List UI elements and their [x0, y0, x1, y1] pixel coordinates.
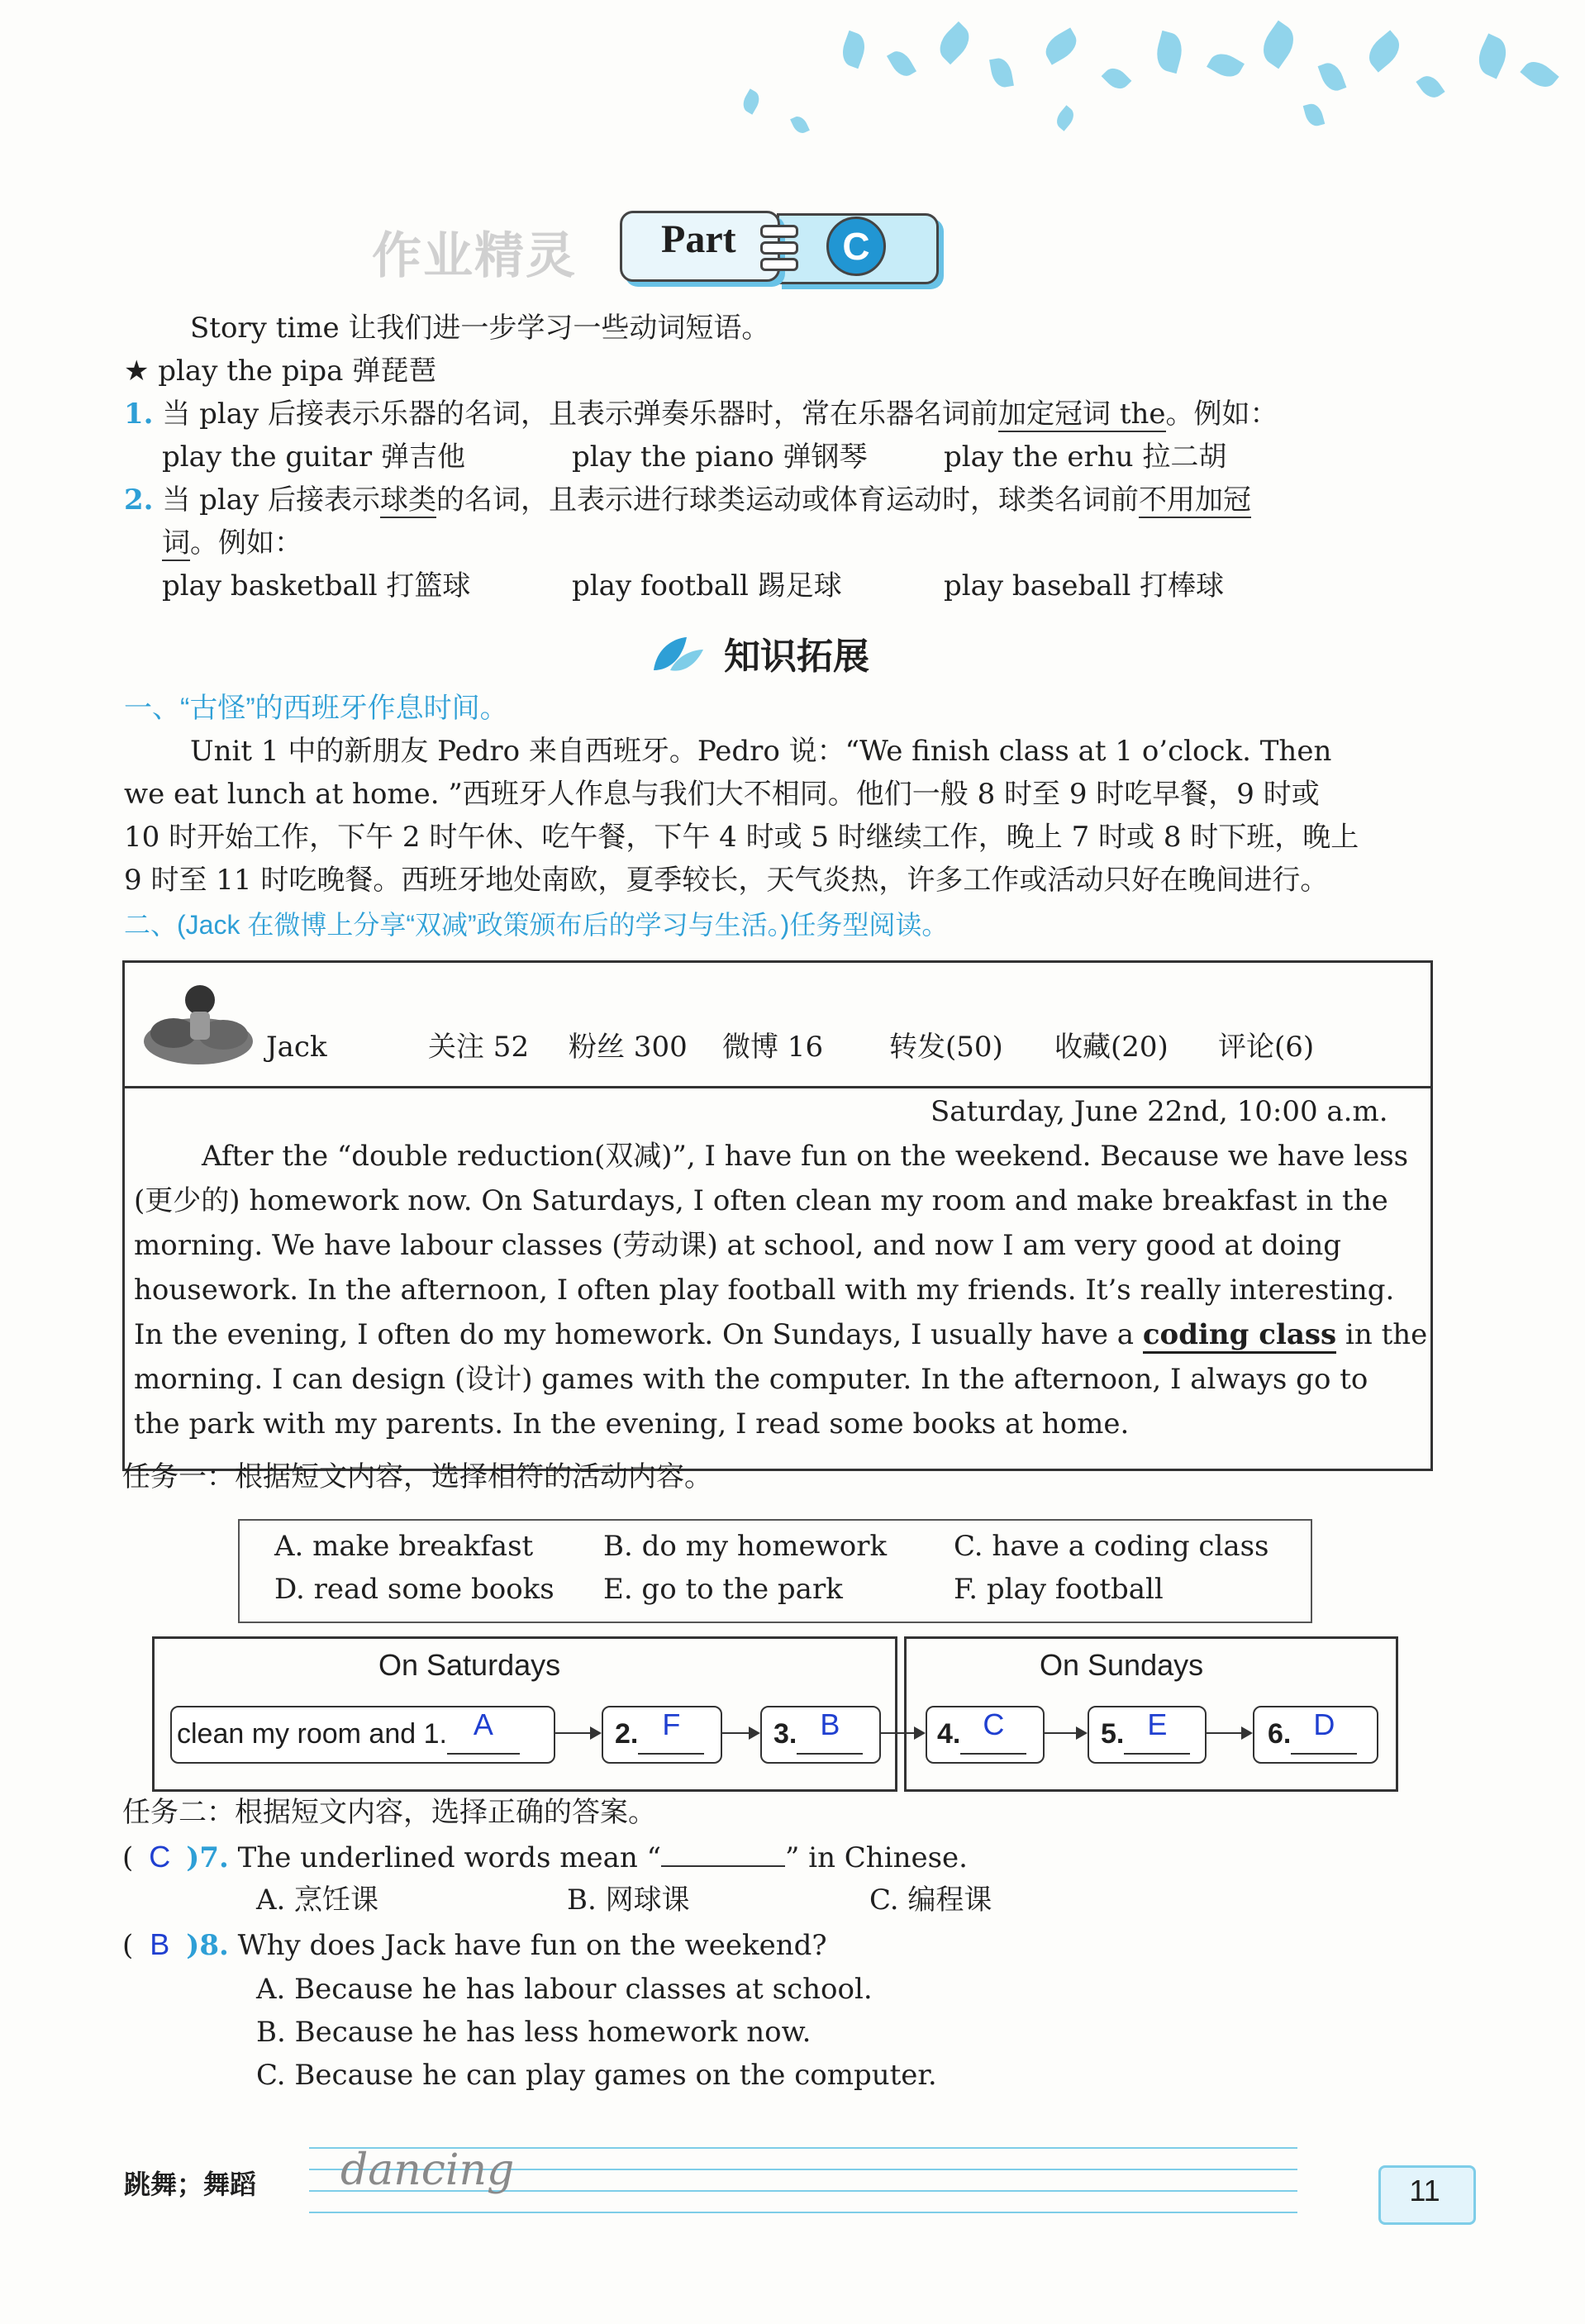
answer-2: F [662, 1707, 681, 1741]
option: F. play football [954, 1573, 1164, 1606]
post-line: the park with my parents. In the evening, I read some books at home. [134, 1407, 1130, 1441]
avatar [140, 975, 256, 1070]
arrow-icon [721, 1732, 759, 1734]
intro-line: Story time 让我们进一步学习一些动词短语。 [190, 312, 770, 345]
arrow-icon [1043, 1732, 1086, 1734]
watermark: 作业精灵 [372, 227, 577, 285]
divider [122, 1086, 1433, 1088]
leaf-icon [650, 633, 707, 678]
weibo-stat: 微博 16 [722, 1031, 824, 1064]
heading-1: 一、“古怪”的西班牙作息时间。 [124, 693, 508, 724]
footer-word-en: dancing [340, 2145, 515, 2195]
banner-coil [760, 241, 798, 255]
rule-2: 2. 当 play 后接表示球类的名词，且表示进行球类运动或体育运动时，球类名词前不用加冠 [124, 483, 1252, 517]
question-8: ( B )8. Why does Jack have fun on the weekend? [122, 1927, 827, 1962]
post-line: housework. In the afternoon, I often play football with my friends. It’s really interesting. [134, 1274, 1395, 1307]
q7-option: C. 编程课 [869, 1883, 992, 1917]
q8-option: A. Because he has labour classes at school. [256, 1973, 873, 2006]
flow-step-6-label: 6. D [1268, 1714, 1357, 1755]
option: E. go to the park [603, 1573, 843, 1606]
banner-coil [760, 225, 798, 238]
banner-coil [760, 258, 798, 271]
footer-word-cn: 跳舞；舞蹈 [124, 2169, 257, 2200]
answer-3: B [820, 1707, 840, 1741]
answer-5: E [1147, 1707, 1168, 1741]
post-line: morning. We have labour classes (劳动课) at school, and now I am very good at doing [134, 1229, 1342, 1262]
arrow-icon [1205, 1732, 1251, 1734]
weibo-stat: 收藏(20) [1054, 1031, 1169, 1064]
para-line: 10 时开始工作，下午 2 时午休、吃午餐，下午 4 时或 5 时继续工作，晚上 7 时或 8 时下班，晚上 [124, 821, 1359, 854]
question-7: ( C )7. The underlined words mean “ ” in Chinese. [122, 1840, 968, 1874]
weibo-stat: 粉丝 300 [569, 1031, 688, 1064]
rule-2-cont: 词。例如： [162, 526, 302, 560]
rule-1: 1. 当 play 后接表示乐器的名词，且表示弹奏乐器时，常在乐器名词前加定冠词 the。例如： [124, 398, 1278, 431]
answer-4: C [983, 1707, 1005, 1741]
flow-step-2-label: 2. F [615, 1714, 704, 1755]
para-line: we eat lunch at home. ”西班牙人作息与我们大不相同。他们一般 8 时至 9 时吃早餐，9 时或 [124, 778, 1320, 811]
answer-6: D [1313, 1707, 1335, 1741]
task2-title: 任务二：根据短文内容，选择正确的答案。 [122, 1796, 656, 1829]
option: D. read some books [274, 1573, 555, 1606]
part-letter-badge: C [826, 217, 886, 276]
q8-option: C. Because he can play games on the computer. [256, 2059, 937, 2092]
answer-7: C [149, 1840, 171, 1874]
answer-8: B [150, 1927, 170, 1961]
star-line: ★ play the pipa 弹琵琶 [124, 355, 437, 388]
weibo-stat: 关注 52 [428, 1031, 530, 1064]
post-line: In the evening, I often do my homework. On Sundays, I usually have a coding class in the [134, 1316, 1427, 1354]
option: C. have a coding class [954, 1530, 1269, 1563]
weibo-username: Jack [266, 1031, 327, 1064]
post-line: morning. I can design (设计) games with the computer. In the afternoon, I always go to [134, 1363, 1368, 1396]
q7-option: B. 网球课 [567, 1883, 690, 1917]
option: A. make breakfast [274, 1530, 534, 1563]
para-line: Unit 1 中的新朋友 Pedro 来自西班牙。Pedro 说：“We finish class at 1 o’clock. Then [190, 735, 1332, 768]
arrow-icon [879, 1732, 924, 1734]
weibo-stat: 评论(6) [1218, 1031, 1315, 1064]
flow-step-5-label: 5. E [1101, 1714, 1190, 1755]
section-title: 知识拓展 [724, 636, 869, 678]
q8-option: B. Because he has less homework now. [256, 2016, 812, 2049]
para-line: 9 时至 11 时吃晚餐。西班牙地处南欧，夏季较长，天气炎热，许多工作或活动只好在晚间进行。 [124, 864, 1329, 897]
part-label: Part [661, 217, 736, 261]
q7-option: A. 烹饪课 [256, 1883, 379, 1917]
option: B. do my homework [603, 1530, 888, 1563]
heading-2: 二、(Jack 在微博上分享“双减”政策颁布后的学习与生活。)任务型阅读。 [124, 910, 949, 940]
weibo-stat: 转发(50) [889, 1031, 1003, 1064]
flow-step-4-label: 4. C [937, 1714, 1026, 1755]
flow-step-3-label: 3. B [773, 1714, 863, 1755]
sundays-title: On Sundays [1040, 1648, 1204, 1682]
arrow-icon [554, 1732, 600, 1734]
post-line: (更少的) homework now. On Saturdays, I often clean my room and make breakfast in the [134, 1184, 1388, 1217]
post-line: After the “double reduction(双减)”, I have fun on the weekend. Because we have less [202, 1140, 1409, 1173]
task1-title: 任务一：根据短文内容，选择相符的活动内容。 [122, 1460, 712, 1493]
star-icon: ★ [124, 355, 150, 388]
post-date: Saturday, June 22nd, 10:00 a.m. [931, 1095, 1388, 1128]
underlined-words: coding class [1143, 1318, 1336, 1354]
flow-step-1-label: clean my room and 1. A [177, 1714, 520, 1755]
saturdays-title: On Saturdays [378, 1648, 561, 1682]
page-number: 11 [1409, 2174, 1440, 2207]
writing-line [309, 2212, 1297, 2213]
example-row-2: play basketball 打篮球 play football 踢足球 play baseball 打棒球 [162, 569, 1225, 602]
example-row-1: play the guitar 弹吉他 play the piano 弹钢琴 play the erhu 拉二胡 [162, 441, 1227, 474]
answer-1: A [473, 1707, 493, 1741]
